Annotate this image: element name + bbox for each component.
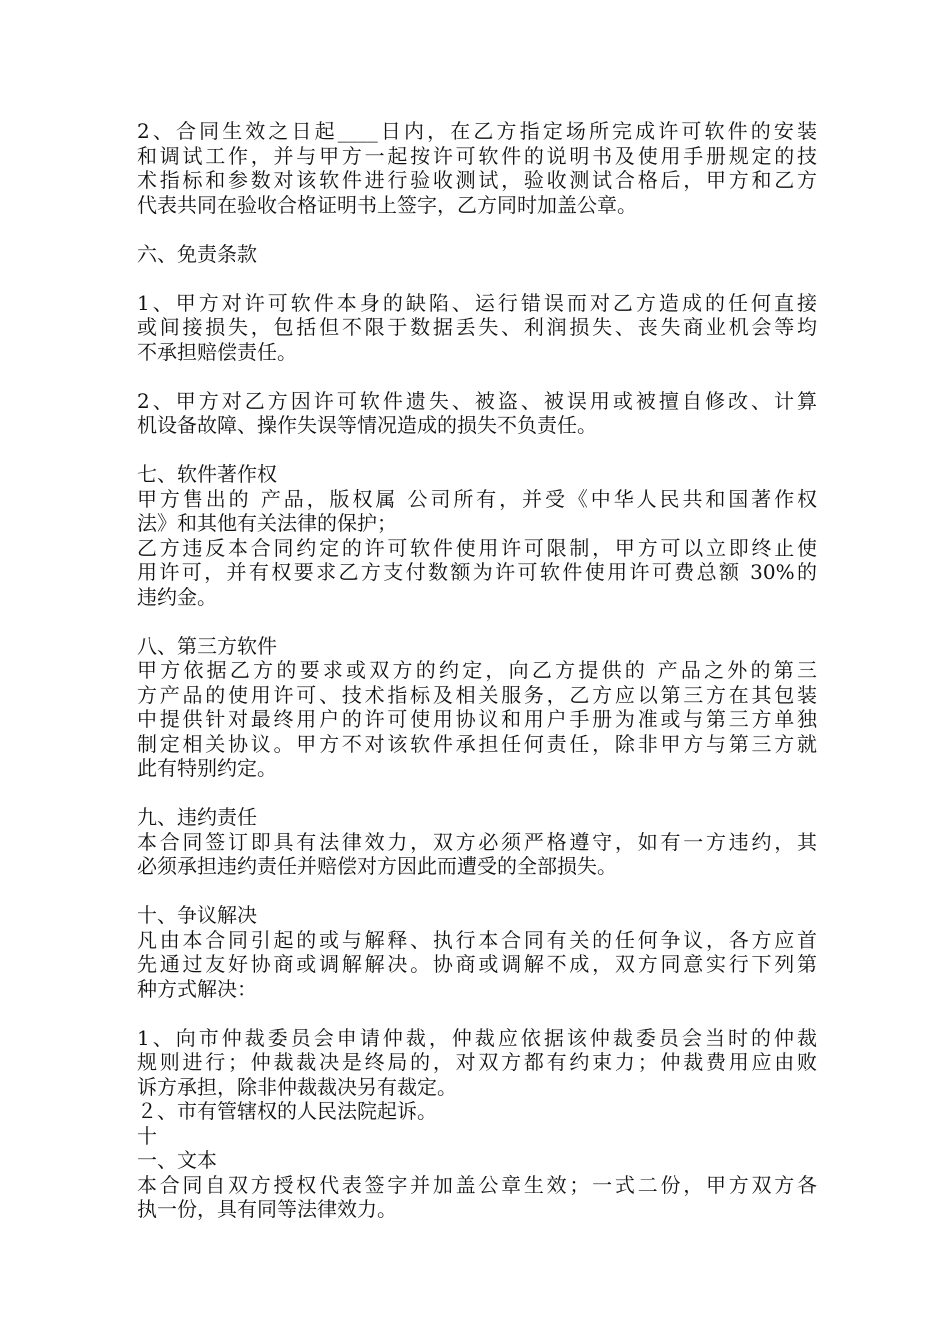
text-line: 制定相关协议。甲方不对该软件承担任何责任，除非甲方与第三方就 bbox=[137, 731, 817, 756]
text-line: 1、向市仲裁委员会申请仲裁，仲裁应依据该仲裁委员会当时的仲裁 bbox=[137, 1025, 817, 1050]
text-line: 种方式解决： bbox=[137, 976, 257, 1001]
text-line: 乙方违反本合同约定的许可软件使用许可限制，甲方可以立即终止使 bbox=[137, 535, 817, 560]
text-line: 方产品的使用许可、技术指标及相关服务，乙方应以第三方在其包装 bbox=[137, 682, 817, 707]
paragraph-gap bbox=[137, 364, 817, 389]
text-line: 执一份，具有同等法律效力。 bbox=[137, 1197, 397, 1221]
paragraph-gap bbox=[137, 879, 817, 904]
text-line: 本合同签订即具有法律效力，双方必须严格遵守，如有一方违约，其 bbox=[137, 829, 817, 854]
text-line: 十 bbox=[137, 1123, 157, 1148]
text-line: 代表共同在验收合格证明书上签字，乙方同时加盖公章。 bbox=[137, 192, 637, 217]
text-line: 七、软件著作权 bbox=[137, 462, 277, 486]
text-line: 必须承担违约责任并赔偿对方因此而遭受的全部损失。 bbox=[137, 854, 617, 878]
text-line: 九、违约责任 bbox=[137, 805, 257, 829]
text-line: ２、市有管辖权的人民法院起诉。 bbox=[137, 1099, 437, 1123]
paragraph-gap bbox=[137, 266, 817, 291]
paragraph-gap bbox=[137, 1001, 817, 1026]
text-line: 先通过友好协商或调解解决。协商或调解不成，双方同意实行下列第 bbox=[137, 952, 817, 976]
text-line: 2、甲方对乙方因许可软件遗失、被盗、被误用或被擅自修改、计算 bbox=[137, 388, 817, 413]
text-line: 八、第三方软件 bbox=[137, 633, 277, 658]
contract-text bbox=[137, 119, 817, 1222]
text-line: 1、甲方对许可软件本身的缺陷、运行错误而对乙方造成的任何直接 bbox=[137, 290, 817, 315]
paragraph-gap bbox=[137, 217, 817, 242]
text-line: 十、争议解决 bbox=[137, 903, 257, 927]
text-line: 六、免责条款 bbox=[137, 241, 257, 266]
text-line: 此有特别约定。 bbox=[137, 756, 277, 780]
paragraph-gap bbox=[137, 438, 817, 463]
text-line: 用许可，并有权要求乙方支付数额为许可软件使用许可费总额 30%的 bbox=[137, 560, 817, 584]
paragraph-gap bbox=[137, 609, 817, 634]
text-line: 不承担赔偿责任。 bbox=[137, 339, 297, 364]
text-line: 中提供针对最终用户的许可使用协议和用户手册为准或与第三方单独 bbox=[137, 707, 817, 731]
text-line: 甲方依据乙方的要求或双方的约定，向乙方提供的 产品之外的第三 bbox=[137, 658, 817, 682]
text-line: 和调试工作，并与甲方一起按许可软件的说明书及使用手册规定的技 bbox=[137, 143, 817, 168]
paragraph-gap bbox=[137, 781, 817, 806]
text-line: 甲方售出的 产品，版权属 公司所有，并受《中华人民共和国著作权 bbox=[137, 486, 817, 511]
text-line: 术指标和参数对该软件进行验收测试，验收测试合格后，甲方和乙方 bbox=[137, 168, 817, 192]
text-line: 诉方承担，除非仲裁裁决另有裁定。 bbox=[137, 1074, 457, 1099]
text-line: 一、文本 bbox=[137, 1148, 217, 1172]
text-line: 凡由本合同引起的或与解释、执行本合同有关的任何争议，各方应首 bbox=[137, 927, 817, 952]
text-line: 或间接损失，包括但不限于数据丢失、利润损失、丧失商业机会等均 bbox=[137, 315, 817, 339]
text-line: 2、合同生效之日起____日内，在乙方指定场所完成许可软件的安装 bbox=[137, 119, 817, 143]
text-line: 本合同自双方授权代表签字并加盖公章生效；一式二份，甲方双方各 bbox=[137, 1172, 817, 1197]
text-line: 规则进行；仲裁裁决是终局的，对双方都有约束力；仲裁费用应由败 bbox=[137, 1050, 817, 1074]
text-line: 违约金。 bbox=[137, 584, 217, 609]
text-line: 机设备故障、操作失误等情况造成的损失不负责任。 bbox=[137, 413, 597, 437]
text-line: 法》和其他有关法律的保护； bbox=[137, 511, 397, 535]
